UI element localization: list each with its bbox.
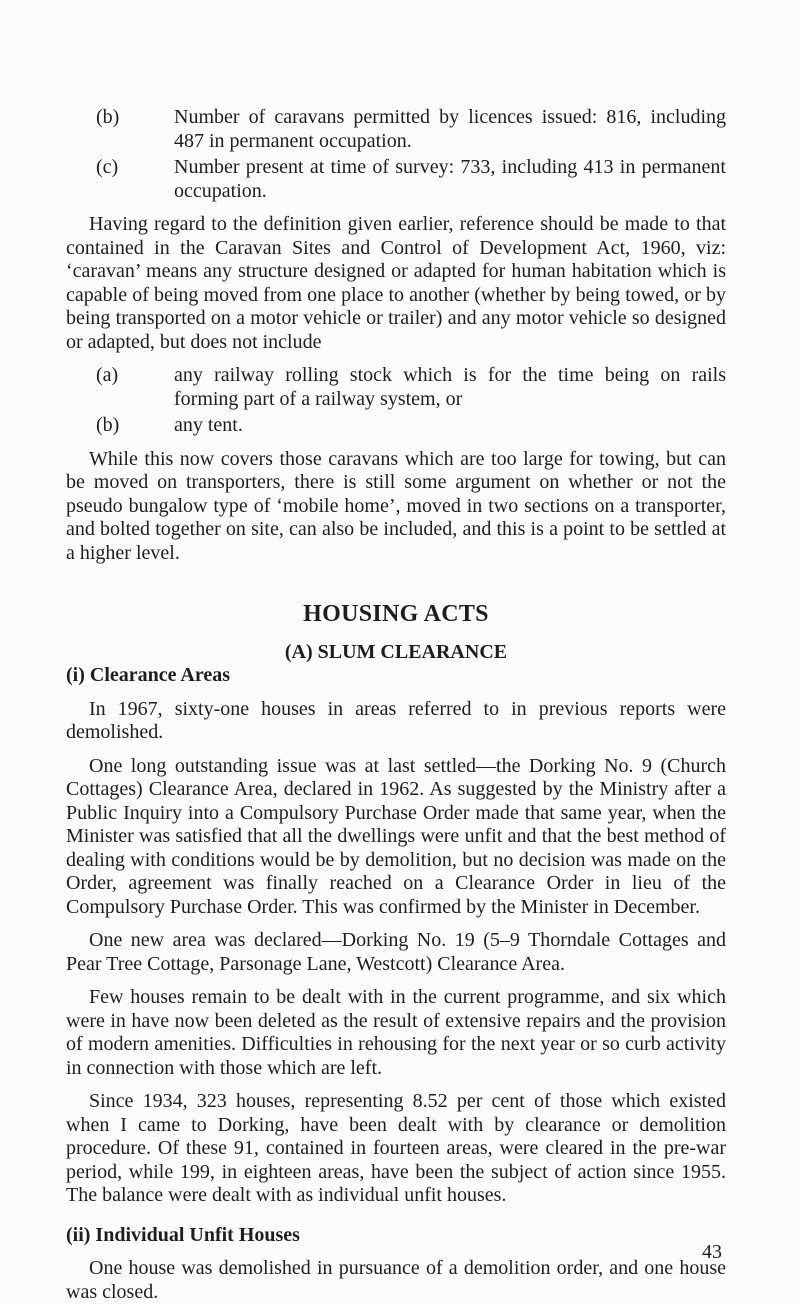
paragraph: One new area was declared—Dorking No. 19 (5–9 Thorndale Cottages and Pear Tree Cottage, Parsonage Lane, Westcott) Clearance Area. xyxy=(66,929,726,975)
paragraph: One house was demolished in pursuance of a demolition order, and one house was closed. xyxy=(66,1257,726,1303)
heading-individual-unfit-houses: (ii) Individual Unfit Houses xyxy=(66,1223,300,1246)
heading-slum-clearance: (A) SLUM CLEARANCE xyxy=(284,640,508,663)
list-label: (c) xyxy=(96,156,119,178)
paragraph-mobile-home: While this now covers those caravans which are too large for towing, but can be moved on transporters, there is still some argument on whether or not the pseudo bungalow type of ‘mobile home’, moved in two sections on a transporter, and bolted together on site, can also be included, and this is a point to be settled at a higher level. xyxy=(66,447,726,564)
heading-clearance-areas: (i) Clearance Areas xyxy=(66,664,231,686)
document-body xyxy=(66,106,726,1304)
page-number: 43 xyxy=(702,1241,722,1263)
list-item-a-railway xyxy=(66,364,726,411)
list-label: (b) xyxy=(96,414,120,436)
heading-housing-acts: HOUSING ACTS xyxy=(303,601,489,627)
list-text: any tent. xyxy=(174,414,243,436)
list-text: any railway rolling stock which is for the time being on rails forming part of a railway system, or xyxy=(174,364,726,410)
paragraph-caravan-definition: Having regard to the definition given earlier, reference should be made to that contained in the Caravan Sites and Control of Development Act, 1960, viz: ‘caravan’ means any structure designed or adapted for human habitation which is capable of being moved from one place to another (whether by being towed, or by being transported on a motor vehicle or trailer) and any motor vehicle so designed or adapted, but does not include xyxy=(66,213,726,353)
list-text: Number present at time of survey: 733, including 413 in permanent occupation. xyxy=(174,156,726,202)
list-label: (b) xyxy=(96,106,120,128)
list-item-b-tent xyxy=(66,414,726,438)
list-item-b-licences xyxy=(66,106,726,153)
paragraph: One long outstanding issue was at last settled—the Dorking No. 9 (Church Cottages) Clearance Area, declared in 1962. As suggested by the Ministry after a Public Inquiry into a Compulsory Purchase Order made that same year, when the Minister was satisfied that all the dwellings were unfit and that the best method of dealing with conditions would be by demolition, but no decision was made on the Order, agreement was finally reached on a Clearance Order in lieu of the Compulsory Purchase Order. This was confirmed by the Minister in December. xyxy=(66,754,726,918)
paragraph: Few houses remain to be dealt with in the current programme, and six which were in have now been deleted as the result of extensive repairs and the provision of modern amenities. Difficulties in rehousing for the next year or so curb activity in connection with those which are left. xyxy=(66,986,726,1079)
list-item-c-survey xyxy=(66,156,726,203)
paragraph: Since 1934, 323 houses, representing 8.52 per cent of those which existed when I came to Dorking, have been dealt with by clearance or demolition procedure. Of these 91, contained in fourteen areas, were cleared in the pre-war period, while 199, in eighteen areas, have been the subject of action since 1955. The balance were dealt with as individual unfit houses. xyxy=(66,1090,726,1206)
list-label: (a) xyxy=(96,364,119,386)
paragraph: In 1967, sixty-one houses in areas referred to in previous reports were demolished. xyxy=(66,697,726,743)
list-text: Number of caravans permitted by licences issued: 816, including 487 in permanent occupation. xyxy=(174,106,726,152)
